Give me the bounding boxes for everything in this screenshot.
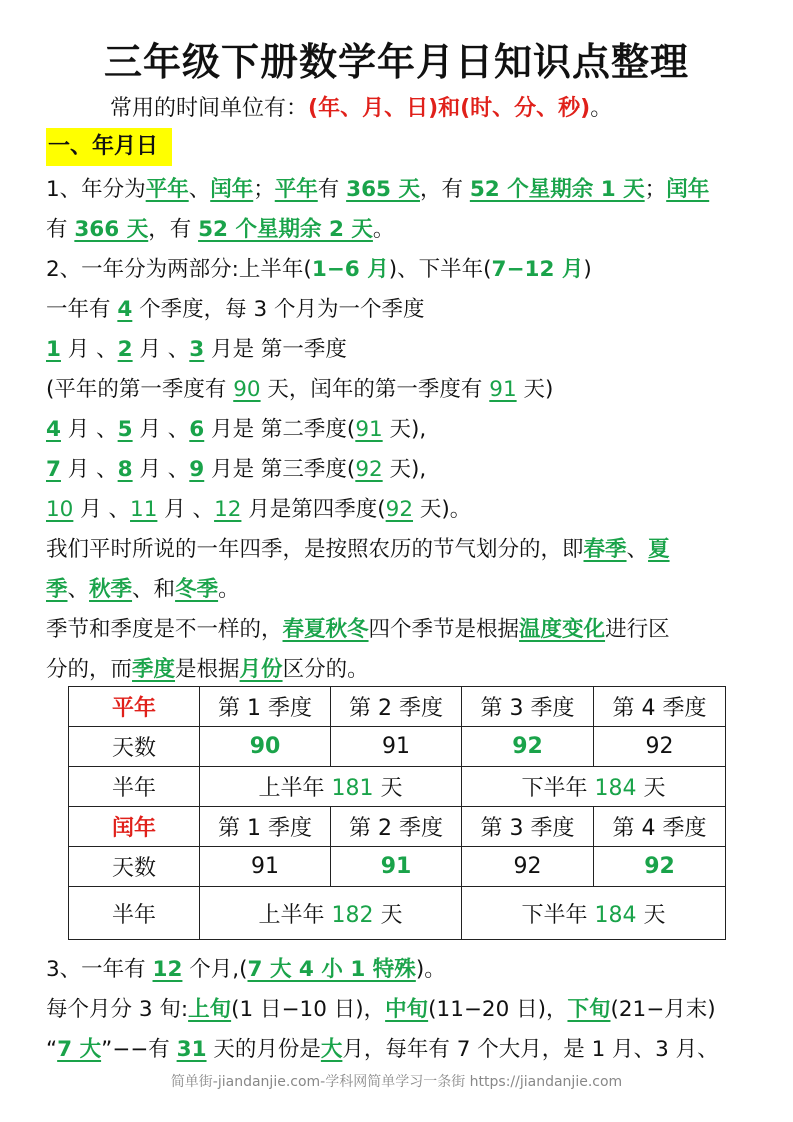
paragraph-year-types-cont: 有 366 天，有 52 个星期余 2 天。 bbox=[46, 217, 395, 242]
table-row: 半年 上半年 182 天 下半年 184 天 bbox=[69, 887, 726, 940]
quarter-4-line: 10 月 、11 月 、12 月是第四季度(92 天)。 bbox=[46, 497, 472, 522]
quarter-1-line: 1 月 、2 月 、3 月是 第一季度 bbox=[46, 337, 347, 362]
paragraph-months: 3、一年有 12 个月,(7 大 4 小 1 特殊)。 bbox=[46, 957, 446, 982]
table-row: 半年 上半年 181 天 下半年 184 天 bbox=[69, 767, 726, 807]
table-row: 平年 第 1 季度 第 2 季度 第 3 季度 第 4 季度 bbox=[69, 687, 726, 727]
answer-leap-year: 闰年 bbox=[210, 177, 254, 202]
subtitle-units: (年、月、日)和(时、分、秒) bbox=[308, 96, 591, 121]
common-year-label: 平年 bbox=[69, 687, 200, 727]
paragraph-year-types: 1、年分为平年、闰年；平年有 365 天，有 52 个星期余 1 天；闰年 bbox=[46, 177, 710, 202]
paragraph-halves: 2、一年分为两部分:上半年(1−6 月)、下半年(7−12 月) bbox=[46, 257, 592, 282]
table-row: 天数 91 91 92 92 bbox=[69, 847, 726, 887]
paragraph-xun: 每个月分 3 旬:上旬(1 日−10 日)，中旬(11−20 日)，下旬(21−月末) bbox=[46, 997, 716, 1022]
quarter-3-line: 7 月 、8 月 、9 月是 第三季度(92 天), bbox=[46, 457, 427, 482]
page-title: 三年级下册数学年月日知识点整理 bbox=[103, 40, 689, 84]
paragraph-big-months: “7 大”−−有 31 天的月份是大月，每年有 7 个大月，是 1 月、3 月、 bbox=[46, 1037, 719, 1062]
paragraph-quarters: 一年有 4 个季度，每 3 个月为一个季度 bbox=[46, 297, 425, 322]
paragraph-season-vs-quarter-cont: 分的，而季度是根据月份区分的。 bbox=[46, 657, 369, 682]
paragraph-seasons: 我们平时所说的一年四季，是按照农历的节气划分的，即春季、夏 bbox=[46, 537, 670, 562]
leap-year-label: 闰年 bbox=[69, 807, 200, 847]
paragraph-seasons-cont: 季、秋季、和冬季。 bbox=[46, 577, 240, 602]
subtitle-suffix: 。 bbox=[590, 96, 613, 121]
table-row: 闰年 第 1 季度 第 2 季度 第 3 季度 第 4 季度 bbox=[69, 807, 726, 847]
subtitle bbox=[110, 94, 612, 124]
quarter-2-line: 4 月 、5 月 、6 月是 第二季度(91 天), bbox=[46, 417, 427, 442]
footer-watermark: 简单街-jiandanjie.com-学科网简单学习一条街 https://jiandanjie.com bbox=[170, 1074, 623, 1090]
table-row: 天数 90 91 92 92 bbox=[69, 727, 726, 767]
quarter-1-note: (平年的第一季度有 90 天，闰年的第一季度有 91 天) bbox=[46, 377, 554, 402]
section-heading: 一、年月日 bbox=[46, 128, 172, 166]
quarter-days-table bbox=[68, 686, 726, 940]
paragraph-season-vs-quarter: 季节和季度是不一样的，春夏秋冬四个季节是根据温度变化进行区 bbox=[46, 617, 670, 642]
subtitle-prefix: 常用的时间单位有： bbox=[110, 96, 309, 121]
answer-common-year: 平年 bbox=[145, 177, 189, 202]
